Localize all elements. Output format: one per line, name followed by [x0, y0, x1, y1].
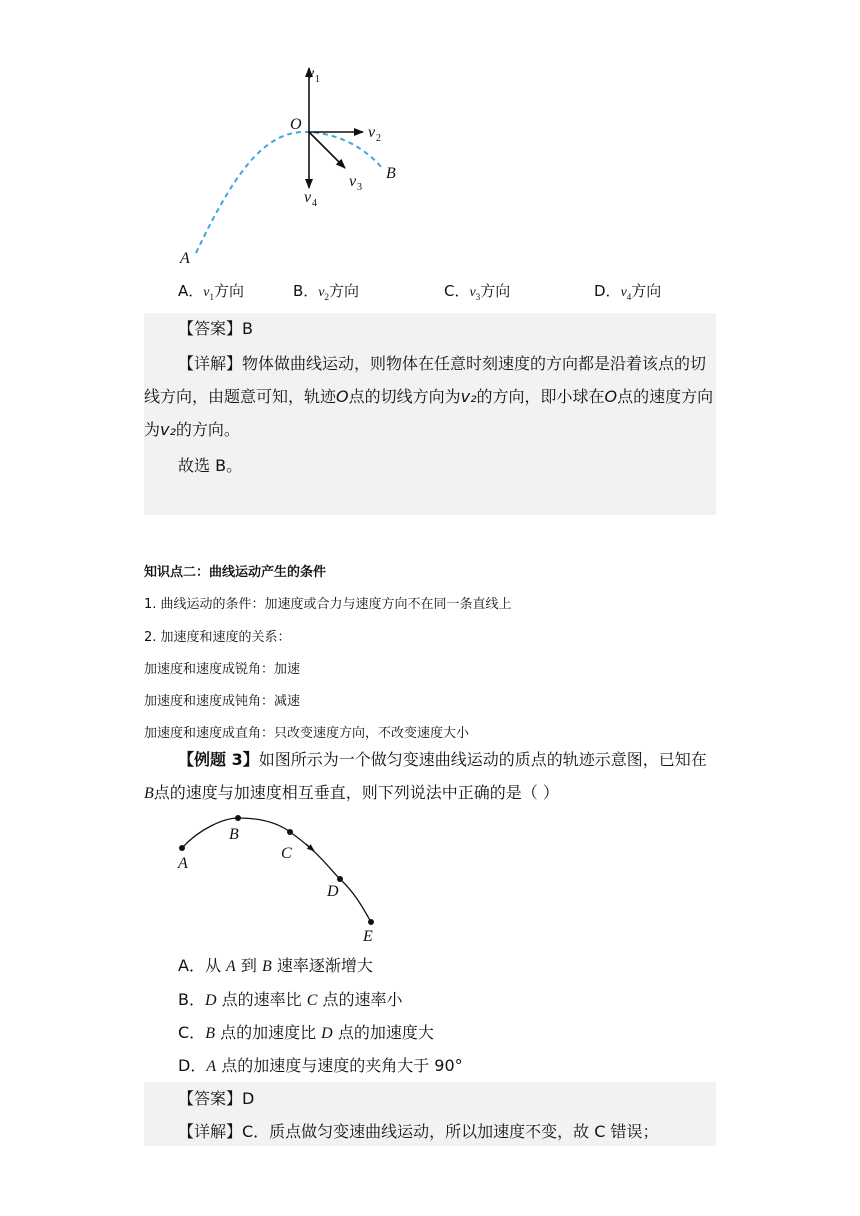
label-v2-sub: 2 [376, 133, 381, 144]
choice-d: D．A 点的加速度与速度的夹角大于 90° [178, 1056, 463, 1075]
point-b [235, 815, 241, 821]
answer-1: 【答案】B [178, 319, 253, 338]
label-v4-sub: 4 [312, 198, 317, 209]
option-c: C．$v_3$方向 [444, 282, 511, 302]
label-v1-sub: 1 [315, 74, 320, 85]
label-point-c: C [281, 845, 292, 862]
option-d: D．$v_4$方向 [594, 282, 662, 302]
example3-question: 【例题 3】如图所示为一个做匀变速曲线运动的质点的轨迹示意图，已知在B点的速度与加速度相互垂直，则下列说法中正确的是（ ） [144, 750, 707, 802]
choice-a: A．从 A 到 B 速率逐渐增大 [178, 956, 373, 975]
v3-arrow [309, 132, 345, 168]
trajectory-diagram [170, 808, 390, 948]
direction-arrow [306, 844, 314, 851]
detail-1: 【详解】物体做曲线运动，则物体在任意时刻速度的方向都是沿着该点的切线方向，由题意可知，轨迹O点的切线方向为v₂的方向，即小球在O点的速度方向为v₂的方向。 [144, 354, 714, 439]
label-a: A [180, 250, 190, 267]
label-point-d: D [327, 883, 339, 900]
label-point-a: A [178, 855, 188, 872]
section-title: 知识点二：曲线运动产生的条件 [144, 565, 327, 580]
trajectory-curve [196, 132, 382, 253]
label-v2: v [368, 124, 376, 141]
point-d [337, 876, 343, 882]
label-v1: v [307, 65, 315, 82]
choice-b: B．D 点的速率比 C 点的速率小 [178, 990, 403, 1009]
option-b: B．$v_2$方向 [293, 282, 360, 302]
relation-acute: 加速度和速度成锐角：加速 [144, 662, 301, 677]
trajectory-curve-2 [182, 818, 371, 922]
point-c [287, 829, 293, 835]
relation-right: 加速度和速度成直角：只改变速度方向，不改变速度大小 [144, 726, 470, 741]
choice-c: C．B 点的加速度比 D 点的加速度大 [178, 1023, 434, 1042]
conclusion-1: 故选 B。 [178, 456, 243, 475]
label-v3-sub: 3 [357, 182, 362, 193]
option-a: A．$v_1$方向 [178, 282, 244, 302]
label-point-b: B [229, 826, 239, 843]
knowledge-item-1: 1. 曲线运动的条件：加速度或合力与速度方向不在同一条直线上 [144, 597, 512, 612]
relation-obtuse: 加速度和速度成钝角：减速 [144, 694, 301, 709]
label-v4: v [304, 189, 312, 206]
knowledge-item-2: 2. 加速度和速度的关系： [144, 630, 291, 645]
point-a [179, 845, 185, 851]
answer-2: 【答案】D [178, 1089, 255, 1108]
label-point-e: E [363, 928, 373, 945]
label-b: B [386, 165, 396, 182]
point-e [368, 919, 374, 925]
label-o: O [290, 116, 302, 133]
velocity-diagram [170, 60, 420, 270]
label-v3: v [349, 173, 357, 190]
detail-2: 【详解】C．质点做匀变速曲线运动，所以加速度不变，故 C 错误； [178, 1122, 659, 1141]
